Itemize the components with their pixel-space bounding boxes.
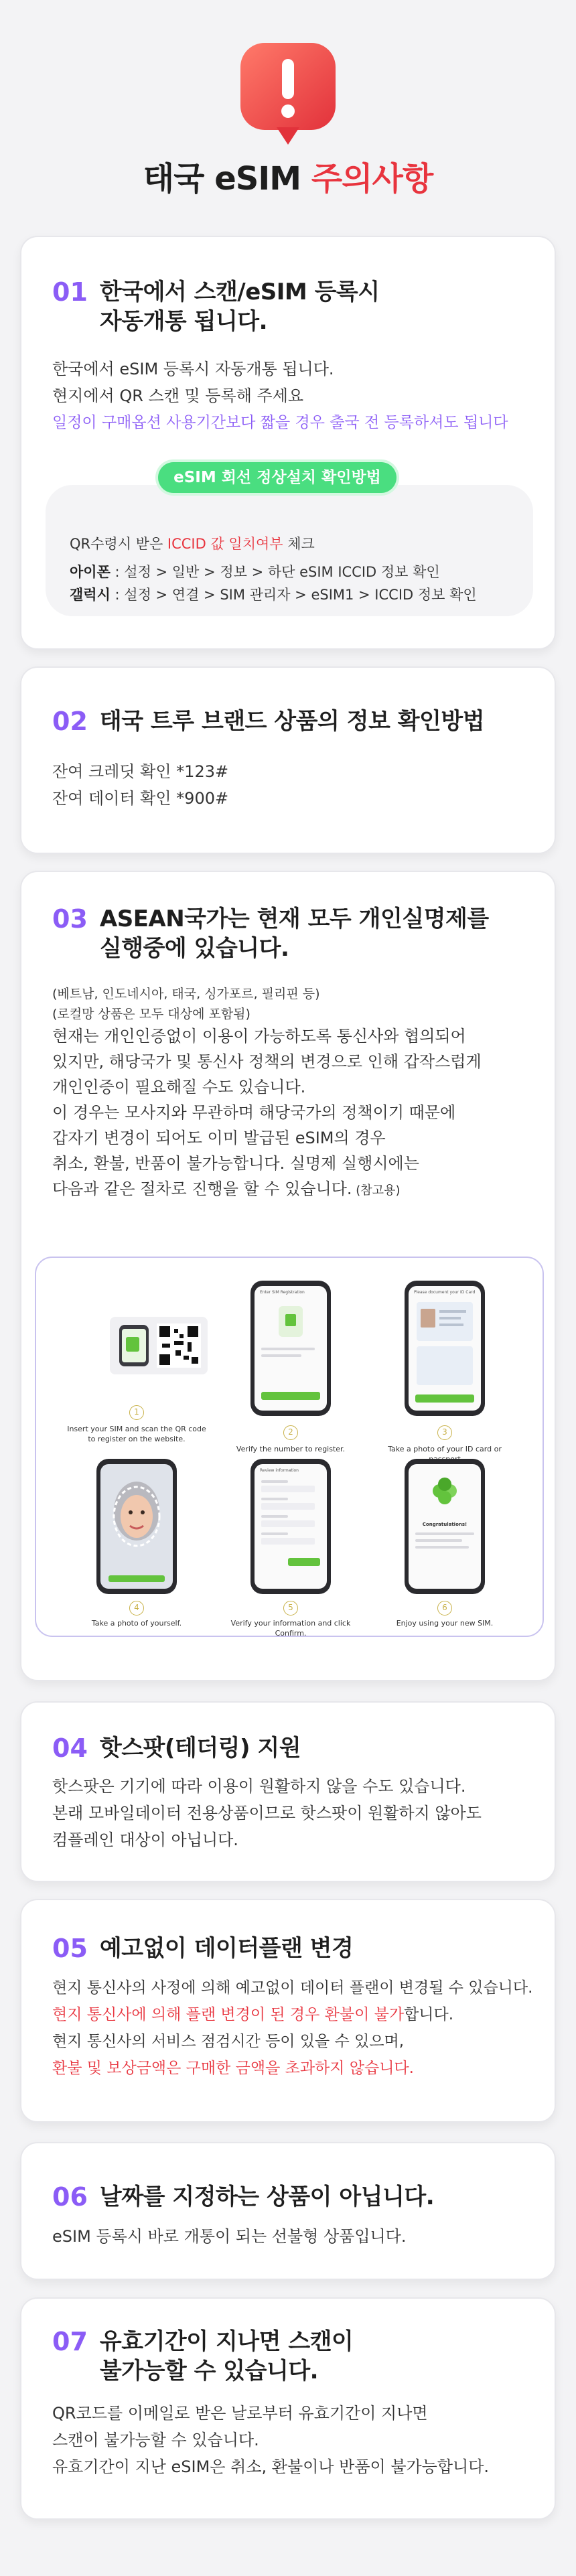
body-text: 현지에서 QR 스캔 및 등록해 주세요 <box>52 386 304 405</box>
step-number: 3 <box>437 1425 452 1440</box>
section-number: 07 <box>52 2327 88 2356</box>
phone-confirm-button <box>288 1558 320 1566</box>
iphone-path: : 설정 > 일반 > 정보 > 하단 eSIM ICCID 정보 확인 <box>110 564 440 580</box>
warning-text: 현지 통신사에 의해 플랜 변경이 된 경우 환불이 불가 <box>52 2006 405 2023</box>
phone-confirm-button <box>261 1392 320 1400</box>
note-text: (베트남, 인도네시아, 태국, 싱가포르, 필리핀 등) <box>52 987 320 1001</box>
iccid-check-text <box>70 533 315 553</box>
header <box>0 0 576 221</box>
body-text: 현지 통신사의 사정에 의해 예고없이 데이터 플랜이 변경될 수 있습니다. <box>52 1979 533 1997</box>
section-04-heading <box>52 1733 301 1763</box>
section-number: 05 <box>52 1934 88 1963</box>
iphone-path-text <box>70 561 440 581</box>
step-caption: Insert your SIM and scan the QR code to register on the website. <box>67 1425 206 1443</box>
body-text: 한국에서 eSIM 등록시 자동개통 됩니다. <box>52 360 334 378</box>
body-text: 취소, 환불, 반품이 불가능합니다. 실명제 실행시에는 <box>52 1154 419 1173</box>
section-number: 01 <box>52 277 88 307</box>
step-number: 6 <box>437 1601 452 1616</box>
section-title-line: 자동개통 됩니다. <box>99 308 268 335</box>
reference-note: (참고용) <box>352 1184 401 1198</box>
step-3 <box>371 1258 518 1452</box>
phone-mockup <box>405 1281 485 1416</box>
page-title-plain: 태국 eSIM <box>143 160 301 198</box>
step-caption: Take a photo of yourself. <box>91 1619 182 1628</box>
section-04-card <box>20 1701 556 1882</box>
note-text: (로컬망 상품은 모두 대상에 포함됨) <box>52 1007 250 1021</box>
galaxy-label: 갤럭시 <box>70 587 111 603</box>
body-text: eSIM 등록시 바로 개통이 되는 선불형 상품입니다. <box>52 2227 407 2246</box>
section-title: 태국 트루 브랜드 상품의 정보 확인방법 <box>99 708 485 735</box>
page-title-accent: 주의사항 <box>311 160 433 198</box>
step-number: 5 <box>283 1601 298 1616</box>
body-text: 핫스팟은 기기에 따라 이용이 원활하지 않을 수도 있습니다. <box>52 1777 466 1796</box>
phone-header-text: Enter SIM Registration <box>260 1290 305 1295</box>
alert-speech-bubble-icon <box>238 40 338 147</box>
warning-text: 환불 및 보상금액은 구매한 금액을 초과하지 않습니다. <box>52 2060 414 2077</box>
step-caption: Verify your information and click Confirm. <box>230 1619 351 1638</box>
section-number: 03 <box>52 904 88 934</box>
iphone-label: 아이폰 <box>70 564 111 580</box>
section-number: 02 <box>52 707 88 736</box>
section-title <box>100 277 380 336</box>
qr-card <box>110 1317 208 1374</box>
section-01-heading <box>52 277 380 336</box>
section-07-card <box>20 2297 556 2520</box>
section-title: 예고없이 데이터플랜 변경 <box>99 1935 354 1962</box>
galaxy-path: : 설정 > 연결 > SIM 관리자 > eSIM1 > ICCID 정보 확인 <box>110 587 477 603</box>
install-check-box <box>46 485 533 616</box>
section-03-card <box>20 871 556 1681</box>
body-text: 현재는 개인인증없이 이용이 가능하도록 통신사와 협의되어 <box>52 1027 466 1046</box>
step-caption: Take a photo of your ID card or <box>388 1445 502 1453</box>
section-02-card <box>20 666 556 854</box>
phone-screen <box>409 1464 481 1589</box>
body-text: 이 경우는 모사지와 무관하며 해당국가의 정책이기 때문에 <box>52 1103 456 1122</box>
body-text: 컴플레인 대상이 아닙니다. <box>52 1831 238 1849</box>
step-1 <box>63 1258 210 1452</box>
galaxy-path-text <box>70 584 477 604</box>
body-text: 갑자기 변경이 되어도 이미 발급된 eSIM의 경우 <box>52 1129 386 1147</box>
id-card-icon <box>417 1302 473 1341</box>
success-clover-icon <box>409 1464 481 1524</box>
section-title <box>100 904 489 963</box>
phone-screen <box>409 1286 481 1411</box>
section-01-card <box>20 236 556 650</box>
section-02-heading <box>52 707 484 736</box>
body-text: 잔여 크레딧 확인 *123# <box>52 762 229 781</box>
body-text: 잔여 데이터 확인 *900# <box>52 789 229 808</box>
section-title-line: 실행중에 있습니다. <box>99 935 289 962</box>
section-title: 핫스팟(테더링) 지원 <box>99 1735 301 1762</box>
body-text <box>52 2002 453 2027</box>
section-06-heading <box>52 2182 434 2212</box>
body-text: 있지만, 해당국가 및 통신사 정책의 변경으로 인해 갑작스럽게 <box>52 1052 482 1071</box>
body-text <box>52 1176 400 1204</box>
body-text: QR코드를 이메일로 받은 날로부터 유효기간이 지나면 <box>52 2404 428 2423</box>
phone-header-text: Review information <box>260 1468 299 1473</box>
body-text-main: 다음과 같은 절차로 진행을 할 수 있습니다. <box>52 1179 352 1198</box>
body-text: 본래 모바일데이터 전용상품이므로 핫스팟이 원활하지 않아도 <box>52 1804 482 1822</box>
verification-steps-figure <box>35 1257 544 1637</box>
iccid-check-post: 체크 <box>283 536 315 552</box>
phone-screen <box>255 1286 327 1411</box>
phone-header-text: Please document your ID Card <box>414 1290 476 1295</box>
phone-header-text: Congratulations! <box>422 1522 467 1527</box>
section-title-line: 유효기간이 지나면 스캔이 <box>99 2328 354 2355</box>
section-title <box>100 2327 353 2386</box>
section-title-line: 불가능할 수 있습니다. <box>99 2358 319 2384</box>
step-5 <box>217 1459 364 1638</box>
selfie-face-icon <box>100 1464 173 1589</box>
step-4 <box>63 1459 210 1633</box>
install-check-badge: eSIM 회선 정상설치 확인방법 <box>158 462 397 493</box>
step-number: 2 <box>283 1425 298 1440</box>
step-number: 1 <box>129 1405 144 1420</box>
body-text: 유효기간이 지난 eSIM은 취소, 환불이나 반품이 불가능합니다. <box>52 2457 490 2476</box>
section-title: 날짜를 지정하는 상품이 아닙니다. <box>99 2184 435 2210</box>
phone-screen <box>255 1464 327 1589</box>
step-6 <box>371 1459 518 1633</box>
step-caption: Verify the number to register. <box>236 1445 346 1453</box>
iccid-check-pre: QR수령시 받은 <box>70 536 167 552</box>
section-title-line: 한국에서 스캔/eSIM 등록시 <box>99 279 380 305</box>
section-03-heading <box>52 904 489 963</box>
phone-mockup <box>405 1459 485 1594</box>
step-number: 4 <box>129 1601 144 1616</box>
phone-mockup <box>96 1459 177 1594</box>
body-text-post: 합니다. <box>404 2006 454 2023</box>
body-text: 스캔이 불가능할 수 있습니다. <box>52 2431 259 2449</box>
highlight-text: 일정이 구매옵션 사용기간보다 짧을 경우 출국 전 등록하셔도 됩니다 <box>52 414 508 431</box>
step-2 <box>217 1258 364 1452</box>
sim-qr-icon <box>110 1317 208 1374</box>
section-05-heading <box>52 1934 353 1963</box>
page-title <box>0 153 576 199</box>
step-caption: Enjoy using your new SIM. <box>396 1619 494 1628</box>
body-text: 현지 통신사의 서비스 점검시간 등이 있을 수 있으며, <box>52 2033 405 2050</box>
section-number: 04 <box>52 1733 88 1763</box>
section-06-card <box>20 2142 556 2280</box>
sim-card-icon <box>279 1306 303 1337</box>
section-title-line: ASEAN국가는 현재 모두 개인실명제를 <box>99 906 489 932</box>
body-text: 개인인증이 필요해질 수도 있습니다. <box>52 1078 306 1096</box>
phone-mockup <box>250 1459 331 1594</box>
section-07-heading <box>52 2327 353 2386</box>
phone-mockup <box>250 1281 331 1416</box>
iccid-check-highlight: ICCID 값 일치여부 <box>167 536 283 552</box>
section-05-card <box>20 1899 556 2123</box>
phone-screen <box>100 1464 173 1589</box>
section-number: 06 <box>52 2182 88 2212</box>
